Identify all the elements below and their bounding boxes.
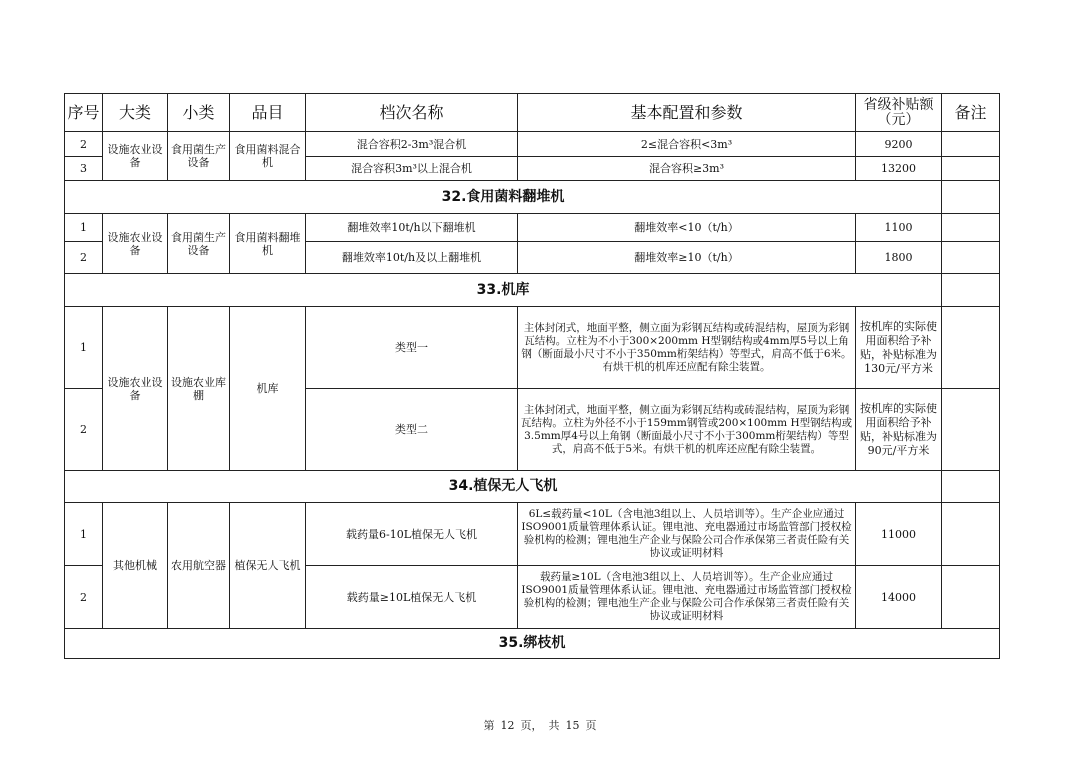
section-title-33: 33.机库 bbox=[65, 274, 942, 307]
page-footer bbox=[0, 717, 1080, 733]
footer-total-prefix: 共 bbox=[548, 719, 560, 732]
header-no: 序号 bbox=[65, 94, 103, 132]
row-no: 1 bbox=[65, 503, 103, 566]
cell-subcategory: 农用航空器 bbox=[168, 503, 230, 629]
section-row bbox=[65, 274, 1000, 307]
row-no: 1 bbox=[65, 307, 103, 389]
cell-subsidy: 1100 bbox=[856, 214, 942, 242]
cell-category: 其他机械 bbox=[103, 503, 168, 629]
footer-mid: 页， bbox=[520, 719, 543, 732]
cell-grade-name: 混合容积3m³以上混合机 bbox=[306, 157, 518, 181]
header-row bbox=[65, 94, 1000, 132]
footer-total-pages: 15 bbox=[565, 719, 580, 732]
cell-grade-name: 载药量6-10L植保无人飞机 bbox=[306, 503, 518, 566]
cell-subsidy: 按机库的实际使用面积给予补贴，补贴标准为130元/平方米 bbox=[856, 307, 942, 389]
cell-config: 翻堆效率<10（t/h） bbox=[518, 214, 856, 242]
cell-grade-name: 类型二 bbox=[306, 389, 518, 471]
cell-remark bbox=[942, 132, 1000, 157]
cell-config: 载药量≥10L（含电池3组以上、人员培训等）。生产企业应通过ISO9001质量管理体系认证。锂电池、充电器通过市场监管部门授权检验机构的检测；锂电池生产企业与保险公司合作承保第三者责任险有关协议或证明材料 bbox=[518, 566, 856, 629]
cell-subcategory: 设施农业库棚 bbox=[168, 307, 230, 471]
header-item: 品目 bbox=[230, 94, 306, 132]
table-row bbox=[65, 503, 1000, 566]
cell-remark bbox=[942, 503, 1000, 566]
cell-category: 设施农业设备 bbox=[103, 214, 168, 274]
row-no: 1 bbox=[65, 214, 103, 242]
cell-category: 设施农业设备 bbox=[103, 307, 168, 471]
cell-grade-name: 翻堆效率10t/h及以上翻堆机 bbox=[306, 242, 518, 274]
footer-prefix: 第 bbox=[483, 719, 495, 732]
cell-grade-name: 类型一 bbox=[306, 307, 518, 389]
cell-config: 翻堆效率≥10（t/h） bbox=[518, 242, 856, 274]
cell-remark bbox=[942, 307, 1000, 389]
row-no: 3 bbox=[65, 157, 103, 181]
cell-remark bbox=[942, 157, 1000, 181]
cell-config: 主体封闭式，地面平整，侧立面为彩钢瓦结构或砖混结构，屋顶为彩钢瓦结构。立柱为外径不小于159mm钢管或200×100mm H型钢结构或3.5mm厚4号以上角钢（断面最小尺寸不小于300mm桁架结构）等型式，肩高不低于5米。有烘干机的机库还应配有除尘装置。 bbox=[518, 389, 856, 471]
cell-subsidy: 13200 bbox=[856, 157, 942, 181]
cell-remark bbox=[942, 214, 1000, 242]
row-no: 2 bbox=[65, 566, 103, 629]
footer-page-number: 12 bbox=[500, 719, 515, 732]
cell-subsidy: 1800 bbox=[856, 242, 942, 274]
cell-config: 主体封闭式，地面平整，侧立面为彩钢瓦结构或砖混结构，屋顶为彩钢瓦结构。立柱为不小于300×200mm H型钢结构或4mm厚5号以上角钢（断面最小尺寸不小于350mm桁架结构）等型式，肩高不低于6米。有烘干机的机库还应配有除尘装置。 bbox=[518, 307, 856, 389]
header-remark: 备注 bbox=[942, 94, 1000, 132]
section-row bbox=[65, 181, 1000, 214]
subsidy-table bbox=[64, 93, 1000, 659]
cell-item: 植保无人飞机 bbox=[230, 503, 306, 629]
cell-grade-name: 混合容积2-3m³混合机 bbox=[306, 132, 518, 157]
cell-item: 机库 bbox=[230, 307, 306, 471]
cell-remark bbox=[942, 566, 1000, 629]
cell-category: 设施农业设备 bbox=[103, 132, 168, 181]
cell-item: 食用菌料翻堆机 bbox=[230, 214, 306, 274]
cell-subcategory: 食用菌生产设备 bbox=[168, 132, 230, 181]
cell-remark bbox=[942, 242, 1000, 274]
footer-suffix: 页 bbox=[585, 719, 597, 732]
cell-subsidy: 按机库的实际使用面积给予补贴，补贴标准为90元/平方米 bbox=[856, 389, 942, 471]
table-row bbox=[65, 132, 1000, 157]
cell-item: 食用菌料混合机 bbox=[230, 132, 306, 181]
cell-grade-name: 翻堆效率10t/h以下翻堆机 bbox=[306, 214, 518, 242]
section-title-35: 35.绑枝机 bbox=[65, 629, 1000, 659]
header-config: 基本配置和参数 bbox=[518, 94, 856, 132]
header-category: 大类 bbox=[103, 94, 168, 132]
cell-subsidy: 11000 bbox=[856, 503, 942, 566]
cell-config: 6L≤载药量<10L（含电池3组以上、人员培训等）。生产企业应通过ISO9001质量管理体系认证。锂电池、充电器通过市场监管部门授权检验机构的检测；锂电池生产企业与保险公司合作承保第三者责任险有关协议或证明材料 bbox=[518, 503, 856, 566]
cell-config: 混合容积≥3m³ bbox=[518, 157, 856, 181]
table-row bbox=[65, 214, 1000, 242]
cell-remark bbox=[942, 274, 1000, 307]
cell-subsidy: 14000 bbox=[856, 566, 942, 629]
cell-grade-name: 载药量≥10L植保无人飞机 bbox=[306, 566, 518, 629]
cell-remark bbox=[942, 471, 1000, 503]
cell-subsidy: 9200 bbox=[856, 132, 942, 157]
cell-remark bbox=[942, 181, 1000, 214]
cell-config: 2≤混合容积<3m³ bbox=[518, 132, 856, 157]
header-grade-name: 档次名称 bbox=[306, 94, 518, 132]
section-title-34: 34.植保无人飞机 bbox=[65, 471, 942, 503]
section-row bbox=[65, 629, 1000, 659]
row-no: 2 bbox=[65, 389, 103, 471]
header-subsidy: 省级补贴额（元） bbox=[856, 94, 942, 132]
row-no: 2 bbox=[65, 242, 103, 274]
table-row bbox=[65, 307, 1000, 389]
section-title-32: 32.食用菌料翻堆机 bbox=[65, 181, 942, 214]
cell-remark bbox=[942, 389, 1000, 471]
header-subcategory: 小类 bbox=[168, 94, 230, 132]
row-no: 2 bbox=[65, 132, 103, 157]
section-row bbox=[65, 471, 1000, 503]
cell-subcategory: 食用菌生产设备 bbox=[168, 214, 230, 274]
